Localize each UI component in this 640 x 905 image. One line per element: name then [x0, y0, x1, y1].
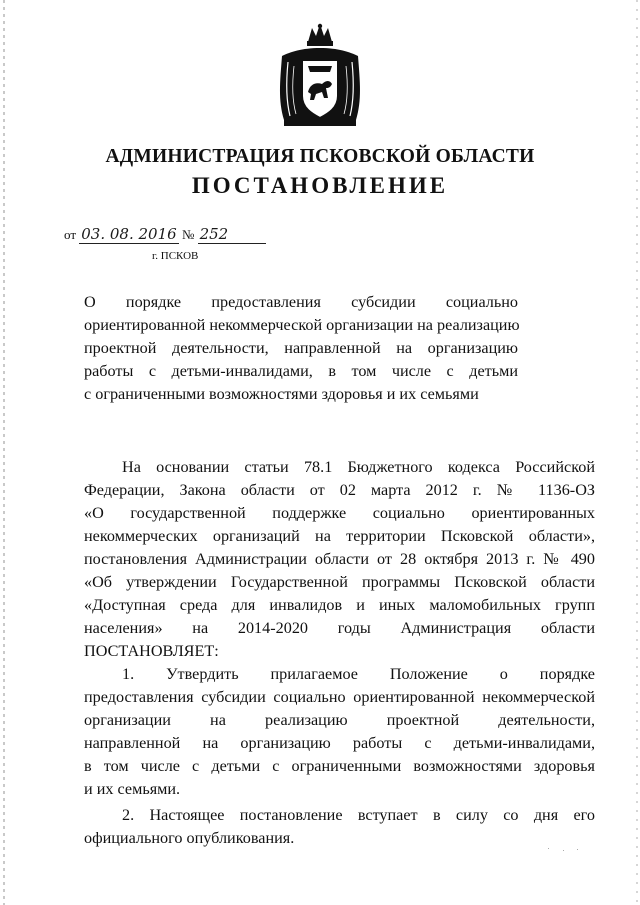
date-field — [79, 225, 178, 244]
body-text — [84, 456, 595, 850]
subject-line: с ограниченными возможностями здоровья и их семьями — [84, 385, 479, 403]
scan-right-edge — [636, 0, 638, 905]
handwritten-number: 252 — [199, 225, 229, 243]
clause-1-line: организации на реализацию проектной деятельности, — [84, 711, 595, 729]
clause-1-line: в том числе с детьми с ограниченными возможностями здоровья — [84, 757, 595, 775]
subject-line: О порядке предоставления субсидии социально — [84, 293, 518, 311]
handwritten-date: 03. 08. 2016 — [81, 225, 177, 243]
date-number-line — [64, 225, 266, 244]
agency-title: АДМИНИСТРАЦИЯ ПСКОВСКОЙ ОБЛАСТИ — [105, 146, 535, 167]
scan-speck — [563, 850, 564, 851]
body-line: «Доступная среда для инвалидов и иных маломобильных групп — [84, 596, 595, 614]
scan-speck — [577, 849, 578, 850]
clause-1-line: направленной на организацию работы с детьми-инвалидами, — [84, 734, 595, 752]
clause-1-line: 1. Утвердить прилагаемое Положение о порядке — [122, 665, 595, 683]
scan-speck — [548, 848, 549, 849]
subject-line: ориентированной некоммерческой организации на реализацию — [84, 316, 520, 334]
body-line: населения» на 2014-2020 годы Администрация области — [84, 619, 595, 637]
city-label: г. ПСКОВ — [152, 250, 199, 262]
date-prefix: от — [64, 227, 77, 242]
subject-line: работы с детьми-инвалидами, в том числе с детьми — [84, 362, 518, 380]
body-line: «Об утверждении Государственной программы Псковской области — [84, 573, 595, 591]
subject-line: проектной деятельности, направленной на организацию — [84, 339, 518, 357]
number-prefix: № — [181, 227, 195, 242]
document-type-title: ПОСТАНОВЛЕНИЕ — [191, 173, 449, 198]
clause-2-line: 2. Настоящее постановление вступает в силу со дня его — [122, 806, 595, 824]
resolution-word: ПОСТАНОВЛЯЕТ: — [84, 642, 219, 660]
number-field — [198, 225, 266, 244]
clause-2-line: официального опубликования. — [84, 829, 295, 847]
body-line: некоммерческих организаций на территории Псковской области», — [84, 527, 595, 545]
clause-1-line: предоставления субсидии социально ориентированной некоммерческой — [84, 688, 595, 706]
body-line: Федерации, Закона области от 02 марта 2012 г. № 1136-ОЗ — [84, 481, 595, 499]
scan-left-edge — [3, 0, 5, 905]
body-line: «О государственной поддержке социально ориентированных — [84, 504, 595, 522]
coat-of-arms-icon — [272, 22, 368, 132]
subject-block — [84, 291, 518, 406]
body-line: постановления Администрации области от 28 октября 2013 г. № 490 — [84, 550, 595, 568]
clause-1-line: и их семьями. — [84, 780, 181, 798]
body-line: На основании статьи 78.1 Бюджетного кодекса Российской — [122, 458, 595, 476]
